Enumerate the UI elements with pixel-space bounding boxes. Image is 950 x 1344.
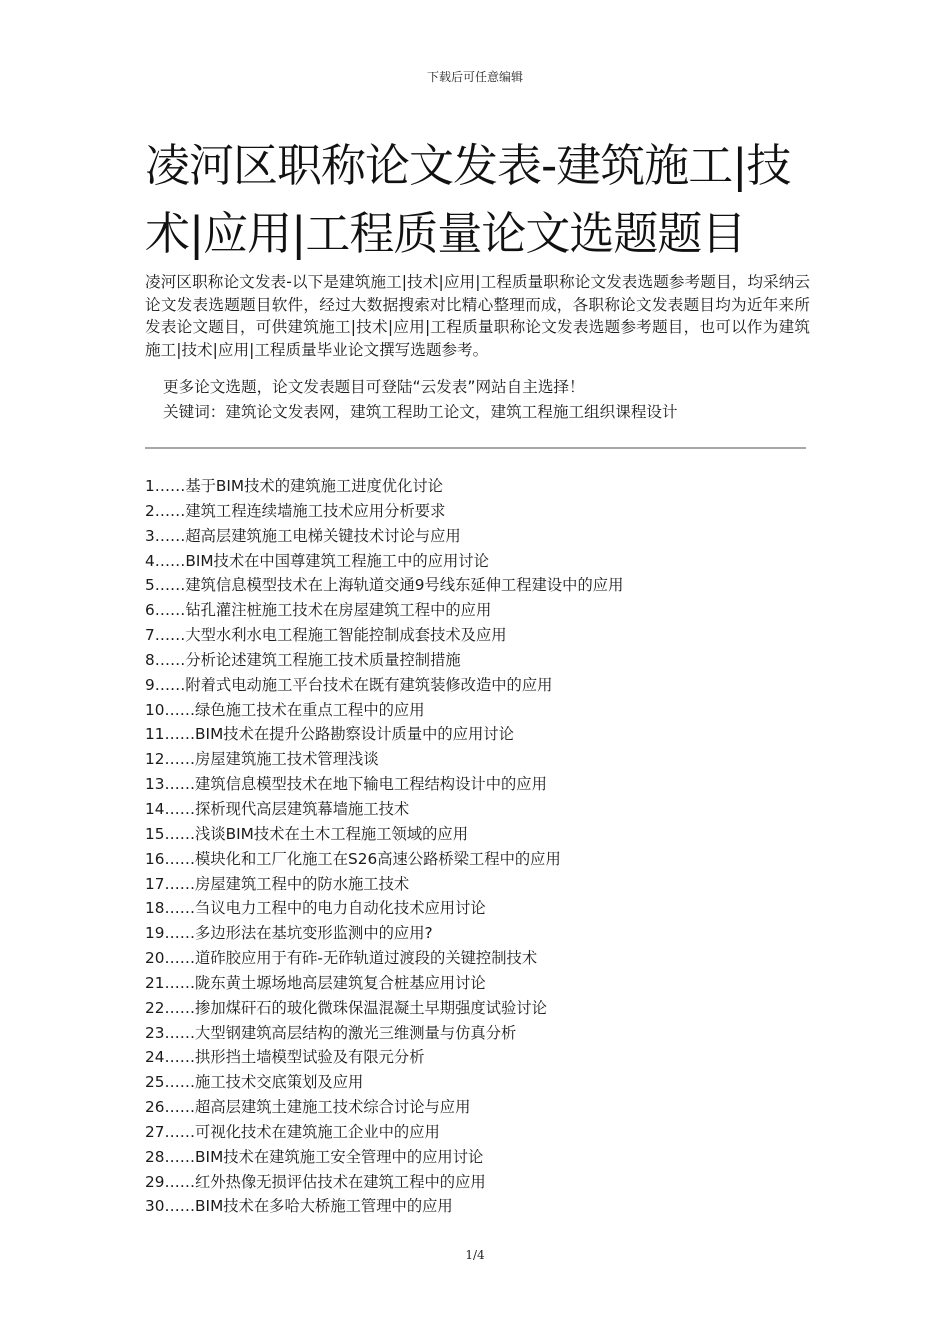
topic-item: 6……钻孔灌注桩施工技术在房屋建筑工程中的应用 <box>145 601 492 620</box>
section-divider <box>145 447 806 449</box>
topic-item: 23……大型钢建筑高层结构的激光三维测量与仿真分析 <box>145 1023 517 1042</box>
topic-item: 27……可视化技术在建筑施工企业中的应用 <box>145 1122 440 1141</box>
topic-item: 13……建筑信息模型技术在地下输电工程结构设计中的应用 <box>145 775 547 794</box>
keywords-line: 关键词：建筑论文发表网，建筑工程助工论文，建筑工程施工组织课程设计 <box>163 403 678 421</box>
topic-item: 8……分析论述建筑工程施工技术质量控制措施 <box>145 650 461 669</box>
topic-item: 3……超高层建筑施工电梯关键技术讨论与应用 <box>145 526 461 545</box>
topic-item: 4……BIM技术在中国尊建筑工程施工中的应用讨论 <box>145 551 489 570</box>
topic-item: 14……探析现代高层建筑幕墙施工技术 <box>145 799 410 818</box>
topic-list <box>145 474 805 1219</box>
topic-item: 5……建筑信息模型技术在上海轨道交通9号线东延伸工程建设中的应用 <box>145 576 624 595</box>
topic-item: 29……红外热像无损评估技术在建筑工程中的应用 <box>145 1172 486 1191</box>
topic-item: 30……BIM技术在多哈大桥施工管理中的应用 <box>145 1197 453 1216</box>
topic-item: 25……施工技术交底策划及应用 <box>145 1073 364 1092</box>
topic-item: 21……陇东黄土塬场地高层建筑复合桩基应用讨论 <box>145 973 486 992</box>
topic-item: 11……BIM技术在提升公路勘察设计质量中的应用讨论 <box>145 725 514 744</box>
topic-item: 9……附着式电动施工平台技术在既有建筑装修改造中的应用 <box>145 675 553 694</box>
intro-paragraph: 凌河区职称论文发表-以下是建筑施工|技术|应用|工程质量职称论文发表选题参考题目，均采纳云论文发表选题题目软件，经过大数据搜索对比精心整理而成，各职称论文发表题目均为近年来所发表论文题目，可供建筑施工|技术|应用|工程质量职称论文发表选题参考题目，也可以作为建筑施工|技术|应用|工程质量毕业论文撰写选题参考。 <box>145 273 810 359</box>
topic-item: 17……房屋建筑工程中的防水施工技术 <box>145 874 410 893</box>
topic-item: 18……刍议电力工程中的电力自动化技术应用讨论 <box>145 899 486 918</box>
topic-item: 1……基于BIM技术的建筑施工进度优化讨论 <box>145 477 443 495</box>
topic-item: 19……多边形法在基坑变形监测中的应用? <box>145 924 433 943</box>
topic-item: 2……建筑工程连续墙施工技术应用分析要求 <box>145 501 446 520</box>
topic-item: 20……道砟胶应用于有砟-无砟轨道过渡段的关键控制技术 <box>145 949 538 968</box>
topic-item: 16……模块化和工厂化施工在S26高速公路桥梁工程中的应用 <box>145 849 561 868</box>
more-topics-note: 更多论文选题，论文发表题目可登陆“云发表”网站自主选择！ <box>163 378 585 396</box>
topic-item: 15……浅谈BIM技术在土木工程施工领域的应用 <box>145 824 469 843</box>
topic-item: 28……BIM技术在建筑施工安全管理中的应用讨论 <box>145 1147 484 1166</box>
header-note: 下载后可任意编辑 <box>426 70 523 84</box>
topic-item: 26……超高层建筑土建施工技术综合讨论与应用 <box>145 1098 471 1117</box>
topic-item: 22……掺加煤矸石的玻化微珠保温混凝土早期强度试验讨论 <box>145 998 547 1017</box>
topic-item: 10……绿色施工技术在重点工程中的应用 <box>145 700 425 719</box>
topic-item: 24……拱形挡土墙模型试验及有限元分析 <box>145 1048 425 1067</box>
page-number: 1/4 <box>465 1248 485 1262</box>
topic-item: 7……大型水利水电工程施工智能控制成套技术及应用 <box>145 626 507 645</box>
document-title: 凌河区职称论文发表-建筑施工|技术|应用|工程质量论文选题题目 <box>145 139 791 260</box>
topic-item: 12……房屋建筑施工技术管理浅谈 <box>145 750 379 769</box>
